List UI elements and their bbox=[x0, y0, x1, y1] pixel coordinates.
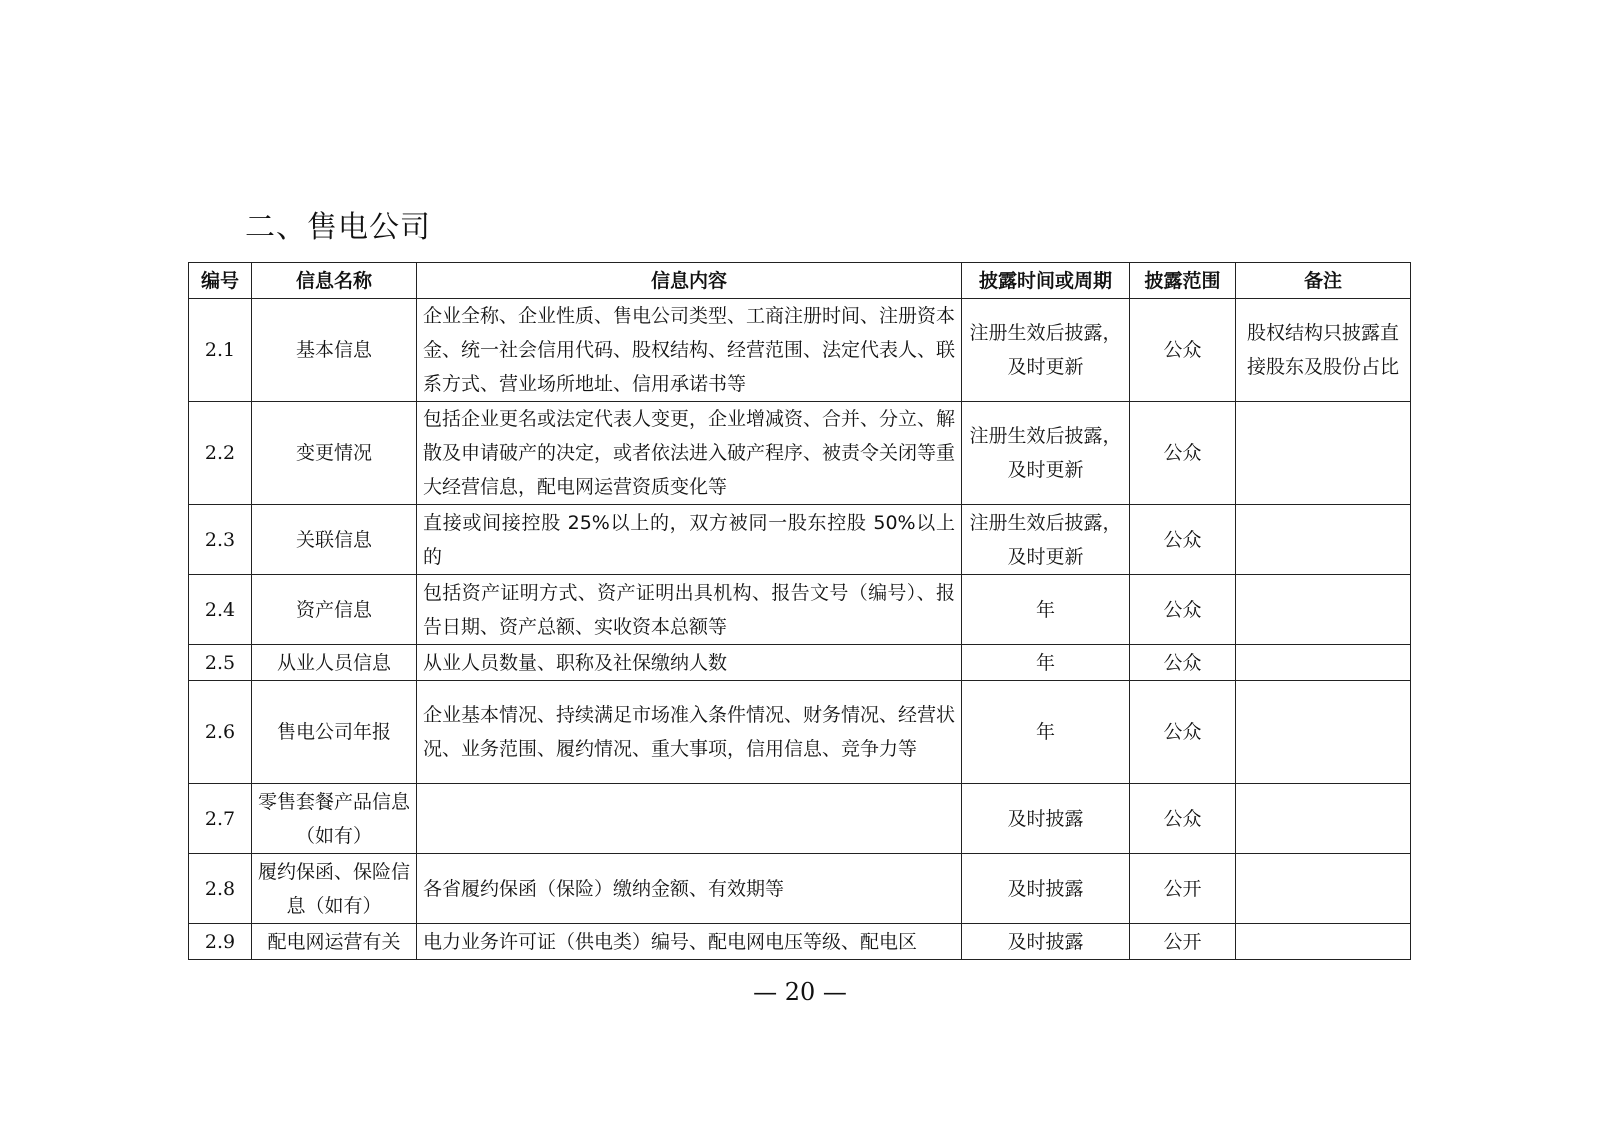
section-title: 二、售电公司 bbox=[245, 210, 431, 245]
header-no: 编号 bbox=[189, 263, 252, 299]
row-no: 2.8 bbox=[189, 854, 252, 924]
header-timing: 披露时间或周期 bbox=[962, 263, 1130, 299]
table-row bbox=[189, 299, 1411, 402]
row-no: 2.5 bbox=[189, 645, 252, 681]
row-timing: 及时披露 bbox=[962, 924, 1130, 960]
row-no: 2.2 bbox=[189, 402, 252, 505]
row-scope: 公众 bbox=[1130, 681, 1236, 784]
row-content: 包括资产证明方式、资产证明出具机构、报告文号（编号）、报告日期、资产总额、实收资本总额等 bbox=[417, 575, 962, 645]
row-name: 变更情况 bbox=[252, 402, 417, 505]
row-remarks bbox=[1236, 784, 1411, 854]
row-remarks: 股权结构只披露直接股东及股份占比 bbox=[1236, 299, 1411, 402]
row-name: 售电公司年报 bbox=[252, 681, 417, 784]
row-content: 电力业务许可证（供电类）编号、配电网电压等级、配电区 bbox=[417, 924, 962, 960]
row-scope: 公众 bbox=[1130, 784, 1236, 854]
row-scope: 公众 bbox=[1130, 575, 1236, 645]
row-remarks bbox=[1236, 681, 1411, 784]
row-remarks bbox=[1236, 645, 1411, 681]
row-no: 2.6 bbox=[189, 681, 252, 784]
row-name: 从业人员信息 bbox=[252, 645, 417, 681]
table-row bbox=[189, 681, 1411, 784]
row-scope: 公众 bbox=[1130, 505, 1236, 575]
row-scope: 公众 bbox=[1130, 645, 1236, 681]
row-name: 基本信息 bbox=[252, 299, 417, 402]
row-timing: 及时披露 bbox=[962, 784, 1130, 854]
row-name: 资产信息 bbox=[252, 575, 417, 645]
header-remarks: 备注 bbox=[1236, 263, 1411, 299]
row-scope: 公众 bbox=[1130, 402, 1236, 505]
row-timing: 注册生效后披露，及时更新 bbox=[962, 505, 1130, 575]
table-row bbox=[189, 784, 1411, 854]
table-row bbox=[189, 854, 1411, 924]
row-timing: 及时披露 bbox=[962, 854, 1130, 924]
row-content bbox=[417, 784, 962, 854]
row-name: 配电网运营有关 bbox=[252, 924, 417, 960]
table-row bbox=[189, 575, 1411, 645]
row-scope: 公众 bbox=[1130, 299, 1236, 402]
row-content: 企业基本情况、持续满足市场准入条件情况、财务情况、经营状况、业务范围、履约情况、重大事项，信用信息、竞争力等 bbox=[417, 681, 962, 784]
table-header-row bbox=[189, 263, 1411, 299]
row-timing: 年 bbox=[962, 575, 1130, 645]
row-scope: 公开 bbox=[1130, 854, 1236, 924]
table-row bbox=[189, 402, 1411, 505]
row-no: 2.7 bbox=[189, 784, 252, 854]
table-row bbox=[189, 924, 1411, 960]
row-no: 2.9 bbox=[189, 924, 252, 960]
row-scope: 公开 bbox=[1130, 924, 1236, 960]
row-no: 2.1 bbox=[189, 299, 252, 402]
row-no: 2.4 bbox=[189, 575, 252, 645]
row-name: 零售套餐产品信息（如有） bbox=[252, 784, 417, 854]
disclosure-table bbox=[188, 262, 1411, 960]
row-no: 2.3 bbox=[189, 505, 252, 575]
page-number: — 20 — bbox=[753, 978, 847, 1006]
row-timing: 年 bbox=[962, 645, 1130, 681]
table-row bbox=[189, 645, 1411, 681]
row-remarks bbox=[1236, 924, 1411, 960]
row-content: 企业全称、企业性质、售电公司类型、工商注册时间、注册资本金、统一社会信用代码、股权结构、经营范围、法定代表人、联系方式、营业场所地址、信用承诺书等 bbox=[417, 299, 962, 402]
row-remarks bbox=[1236, 402, 1411, 505]
header-name: 信息名称 bbox=[252, 263, 417, 299]
row-timing: 年 bbox=[962, 681, 1130, 784]
row-remarks bbox=[1236, 575, 1411, 645]
row-content: 包括企业更名或法定代表人变更，企业增减资、合并、分立、解散及申请破产的决定，或者依法进入破产程序、被责令关闭等重大经营信息，配电网运营资质变化等 bbox=[417, 402, 962, 505]
row-timing: 注册生效后披露，及时更新 bbox=[962, 402, 1130, 505]
row-remarks bbox=[1236, 854, 1411, 924]
table-row bbox=[189, 505, 1411, 575]
row-content: 从业人员数量、职称及社保缴纳人数 bbox=[417, 645, 962, 681]
row-content: 各省履约保函（保险）缴纳金额、有效期等 bbox=[417, 854, 962, 924]
row-remarks bbox=[1236, 505, 1411, 575]
row-content: 直接或间接控股 25%以上的，双方被同一股东控股 50%以上的 bbox=[417, 505, 962, 575]
header-content: 信息内容 bbox=[417, 263, 962, 299]
row-name: 关联信息 bbox=[252, 505, 417, 575]
row-timing: 注册生效后披露，及时更新 bbox=[962, 299, 1130, 402]
row-name: 履约保函、保险信息（如有） bbox=[252, 854, 417, 924]
header-scope: 披露范围 bbox=[1130, 263, 1236, 299]
